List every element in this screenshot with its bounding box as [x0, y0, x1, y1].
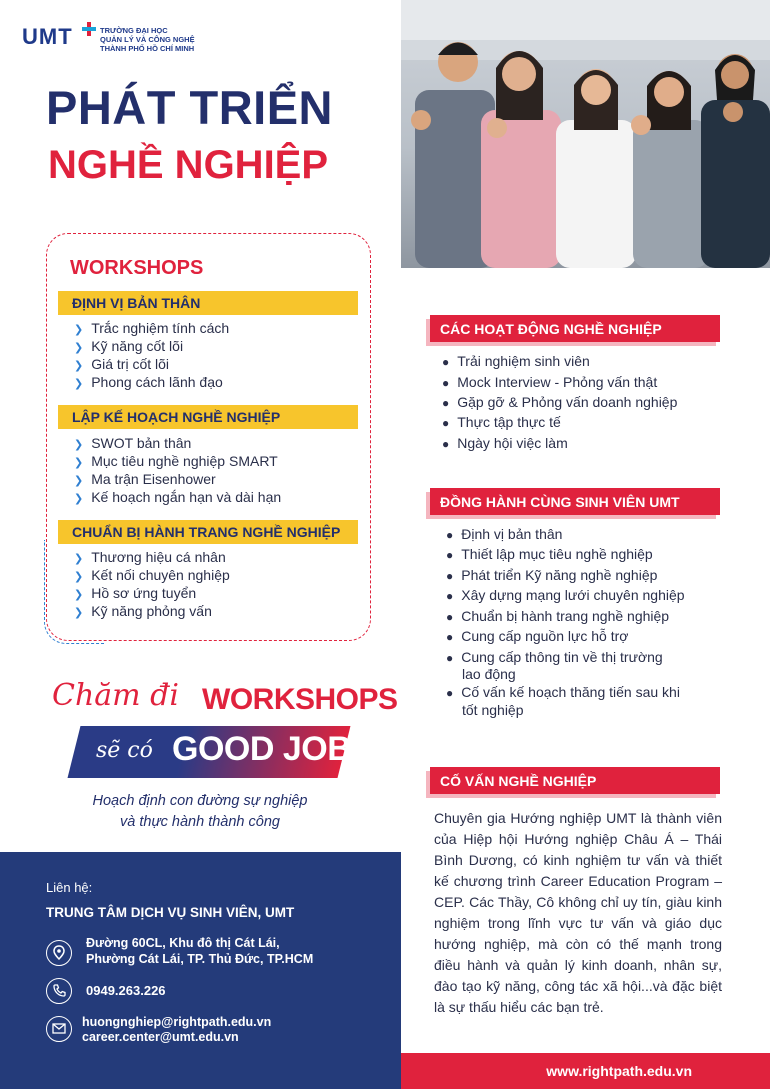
support-item: [446, 526, 562, 542]
bullet-icon: ●: [446, 589, 454, 603]
chevron-right-icon: ❯: [74, 607, 84, 619]
chevron-right-icon: ❯: [74, 571, 84, 583]
tagline-line-2: và thực hành thành công: [120, 814, 280, 830]
activity-item-label: Gặp gỡ & Phỏng vấn doanh nghiệp: [457, 394, 678, 410]
workshop-item-label: Kỹ năng cốt lõi: [91, 338, 184, 354]
tagline-line-1: Hoạch định con đường sự nghiệp: [92, 793, 308, 809]
workshop-item-label: Giá trị cốt lõi: [91, 356, 170, 372]
support-item-label: Xây dựng mạng lưới chuyên nghiệp: [461, 587, 685, 603]
slogan-bold-2: GOOD JOB: [172, 730, 352, 768]
support-item-label: Định vị bản thân: [461, 526, 563, 542]
umt-logo: [22, 22, 212, 58]
contact-email-2[interactable]: career.center@umt.edu.vn: [82, 1030, 239, 1044]
page-title-line-2: NGHỀ NGHIỆP: [48, 143, 329, 187]
workshop-item: [74, 320, 229, 336]
activity-item: [442, 374, 657, 390]
workshop-item: [74, 338, 183, 354]
support-item-label: Thiết lập mục tiêu nghề nghiệp: [461, 546, 653, 562]
slogan-script-2: sẽ có: [96, 738, 153, 763]
support-item: [446, 649, 663, 665]
support-item: [446, 684, 680, 700]
workshop-item-label: Mục tiêu nghề nghiệp SMART: [91, 453, 278, 469]
bullet-icon: ●: [442, 376, 450, 390]
workshop-item-label: Ma trận Eisenhower: [91, 471, 216, 487]
workshop-item: [74, 356, 169, 372]
support-item: [446, 567, 657, 583]
activity-item: [442, 435, 568, 451]
support-item: [446, 608, 669, 624]
logo-wordmark: UMT: [22, 24, 73, 49]
tagline: [50, 791, 350, 833]
bullet-icon: ●: [442, 355, 450, 369]
workshop-item: [74, 549, 226, 565]
workshop-item: [74, 374, 223, 390]
chevron-right-icon: ❯: [74, 475, 84, 487]
workshop-section-title: CHUẨN BỊ HÀNH TRANG NGHỀ NGHIỆP: [58, 520, 358, 544]
support-item-continuation: lao động: [462, 666, 516, 682]
activity-item-label: Thực tập thực tế: [457, 414, 561, 430]
support-item-label: Cung cấp nguồn lực hỗ trợ: [461, 628, 629, 644]
advisor-paragraph: Chuyên gia Hướng nghiệp UMT là thành viên của Hiệp hội Hướng nghiệp Châu Á – Thái Bình Dương, có kinh nghiệm tư vấn và thiết kế chương trình Career Education Program – CEP. Các Thầy, Cô không chỉ uy tín, giàu kinh nghiệm trong lĩnh vực tư vấn và giáo dục hướng nghiệp, mà còn có thế mạnh trong điều hành và quản lý kinh doanh, nhân sự, đào tạo kỹ năng, công tác xã hội...và đặc biệt là sự thấu hiểu các bạn trẻ.: [434, 810, 722, 1015]
workshop-item: [74, 585, 196, 601]
workshop-item-label: Trắc nghiệm tính cách: [91, 320, 230, 336]
workshop-item-label: Hồ sơ ứng tuyển: [91, 585, 197, 601]
activity-item: [442, 414, 561, 430]
activity-item-label: Mock Interview - Phỏng vấn thật: [457, 374, 658, 390]
bullet-icon: ●: [446, 548, 454, 562]
workshop-section-title: LẬP KẾ HOẠCH NGHỀ NGHIỆP: [58, 405, 358, 429]
activity-item: [442, 353, 590, 369]
bullet-icon: ●: [446, 651, 454, 665]
advisor-title: CỐ VẤN NGHỀ NGHIỆP: [430, 767, 720, 794]
contact-email-1[interactable]: huongnghiep@rightpath.edu.vn: [82, 1015, 272, 1029]
support-item-label: Cung cấp thông tin về thị trường: [461, 649, 663, 665]
bullet-icon: ●: [446, 569, 454, 583]
bullet-icon: ●: [446, 686, 454, 700]
workshops-heading: WORKSHOPS: [70, 257, 204, 279]
bullet-icon: ●: [446, 528, 454, 542]
workshop-section-title: ĐỊNH VỊ BẢN THÂN: [58, 291, 358, 315]
support-item-label: Chuẩn bị hành trang nghề nghiệp: [461, 608, 670, 624]
logo-university-name: [100, 26, 195, 53]
slogan-bold-1: WORKSHOPS: [202, 683, 398, 716]
chevron-right-icon: ❯: [74, 493, 84, 505]
workshop-item-label: SWOT bản thân: [91, 435, 192, 451]
workshop-item: [74, 471, 216, 487]
bullet-icon: ●: [446, 630, 454, 644]
activity-item: [442, 394, 677, 410]
contact-address-line-1: Đường 60CL, Khu đô thị Cát Lái,: [86, 936, 280, 950]
bullet-icon: ●: [446, 610, 454, 624]
workshop-item-label: Phong cách lãnh đạo: [91, 374, 223, 390]
students-photo: [401, 0, 770, 268]
plus-icon: [82, 22, 96, 36]
phone-icon: [46, 978, 72, 1004]
chevron-right-icon: ❯: [74, 553, 84, 565]
contact-org: TRUNG TÂM DỊCH VỤ SINH VIÊN, UMT: [46, 905, 295, 920]
contact-panel: [0, 852, 401, 1089]
workshop-item-label: Kết nối chuyên nghiệp: [91, 567, 230, 583]
bullet-icon: ●: [442, 396, 450, 410]
bullet-icon: ●: [442, 416, 450, 430]
chevron-right-icon: ❯: [74, 589, 84, 601]
support-item-label: Cố vấn kế hoạch thăng tiến sau khi: [461, 684, 680, 700]
support-title: ĐỒNG HÀNH CÙNG SINH VIÊN UMT: [430, 488, 720, 515]
support-item: [446, 628, 628, 644]
support-item: [446, 587, 685, 603]
email-icon: [46, 1016, 72, 1042]
activities-title: CÁC HOẠT ĐỘNG NGHỀ NGHIỆP: [430, 315, 720, 342]
slogan-script-1: Chăm đi: [52, 678, 179, 713]
workshop-item-label: Thương hiệu cá nhân: [91, 549, 226, 565]
activity-item-label: Ngày hội việc làm: [457, 435, 568, 451]
contact-label: Liên hệ:: [46, 880, 93, 895]
contact-phone[interactable]: 0949.263.226: [86, 983, 166, 998]
workshop-item: [74, 603, 212, 619]
logo-line-2: QUẢN LÝ VÀ CÔNG NGHỆ: [100, 35, 195, 44]
page-title-line-1: PHÁT TRIỂN: [46, 81, 333, 134]
bullet-icon: ●: [442, 437, 450, 451]
contact-address-line-2: Phường Cát Lái, TP. Thủ Đức, TP.HCM: [86, 952, 314, 966]
logo-line-1: TRƯỜNG ĐẠI HỌC: [100, 26, 168, 35]
support-item-label: Phát triển Kỹ năng nghề nghiệp: [461, 567, 658, 583]
location-pin-icon: [46, 940, 72, 966]
support-item-continuation: tốt nghiệp: [462, 702, 524, 718]
support-item: [446, 546, 653, 562]
workshop-item: [74, 435, 191, 451]
chevron-right-icon: ❯: [74, 360, 84, 372]
chevron-right-icon: ❯: [74, 342, 84, 354]
chevron-right-icon: ❯: [74, 324, 84, 336]
activity-item-label: Trải nghiệm sinh viên: [457, 353, 590, 369]
workshop-item: [74, 567, 230, 583]
workshop-item: [74, 453, 278, 469]
workshop-item-label: Kỹ năng phỏng vấn: [91, 603, 212, 619]
students-thumbs-up-illustration: [401, 0, 770, 268]
logo-line-3: THÀNH PHỐ HỒ CHÍ MINH: [100, 44, 195, 53]
workshop-item: [74, 489, 281, 505]
chevron-right-icon: ❯: [74, 439, 84, 451]
chevron-right-icon: ❯: [74, 378, 84, 390]
chevron-right-icon: ❯: [74, 457, 84, 469]
website-link[interactable]: www.rightpath.edu.vn: [401, 1053, 770, 1089]
workshop-item-label: Kế hoạch ngắn hạn và dài hạn: [91, 489, 282, 505]
